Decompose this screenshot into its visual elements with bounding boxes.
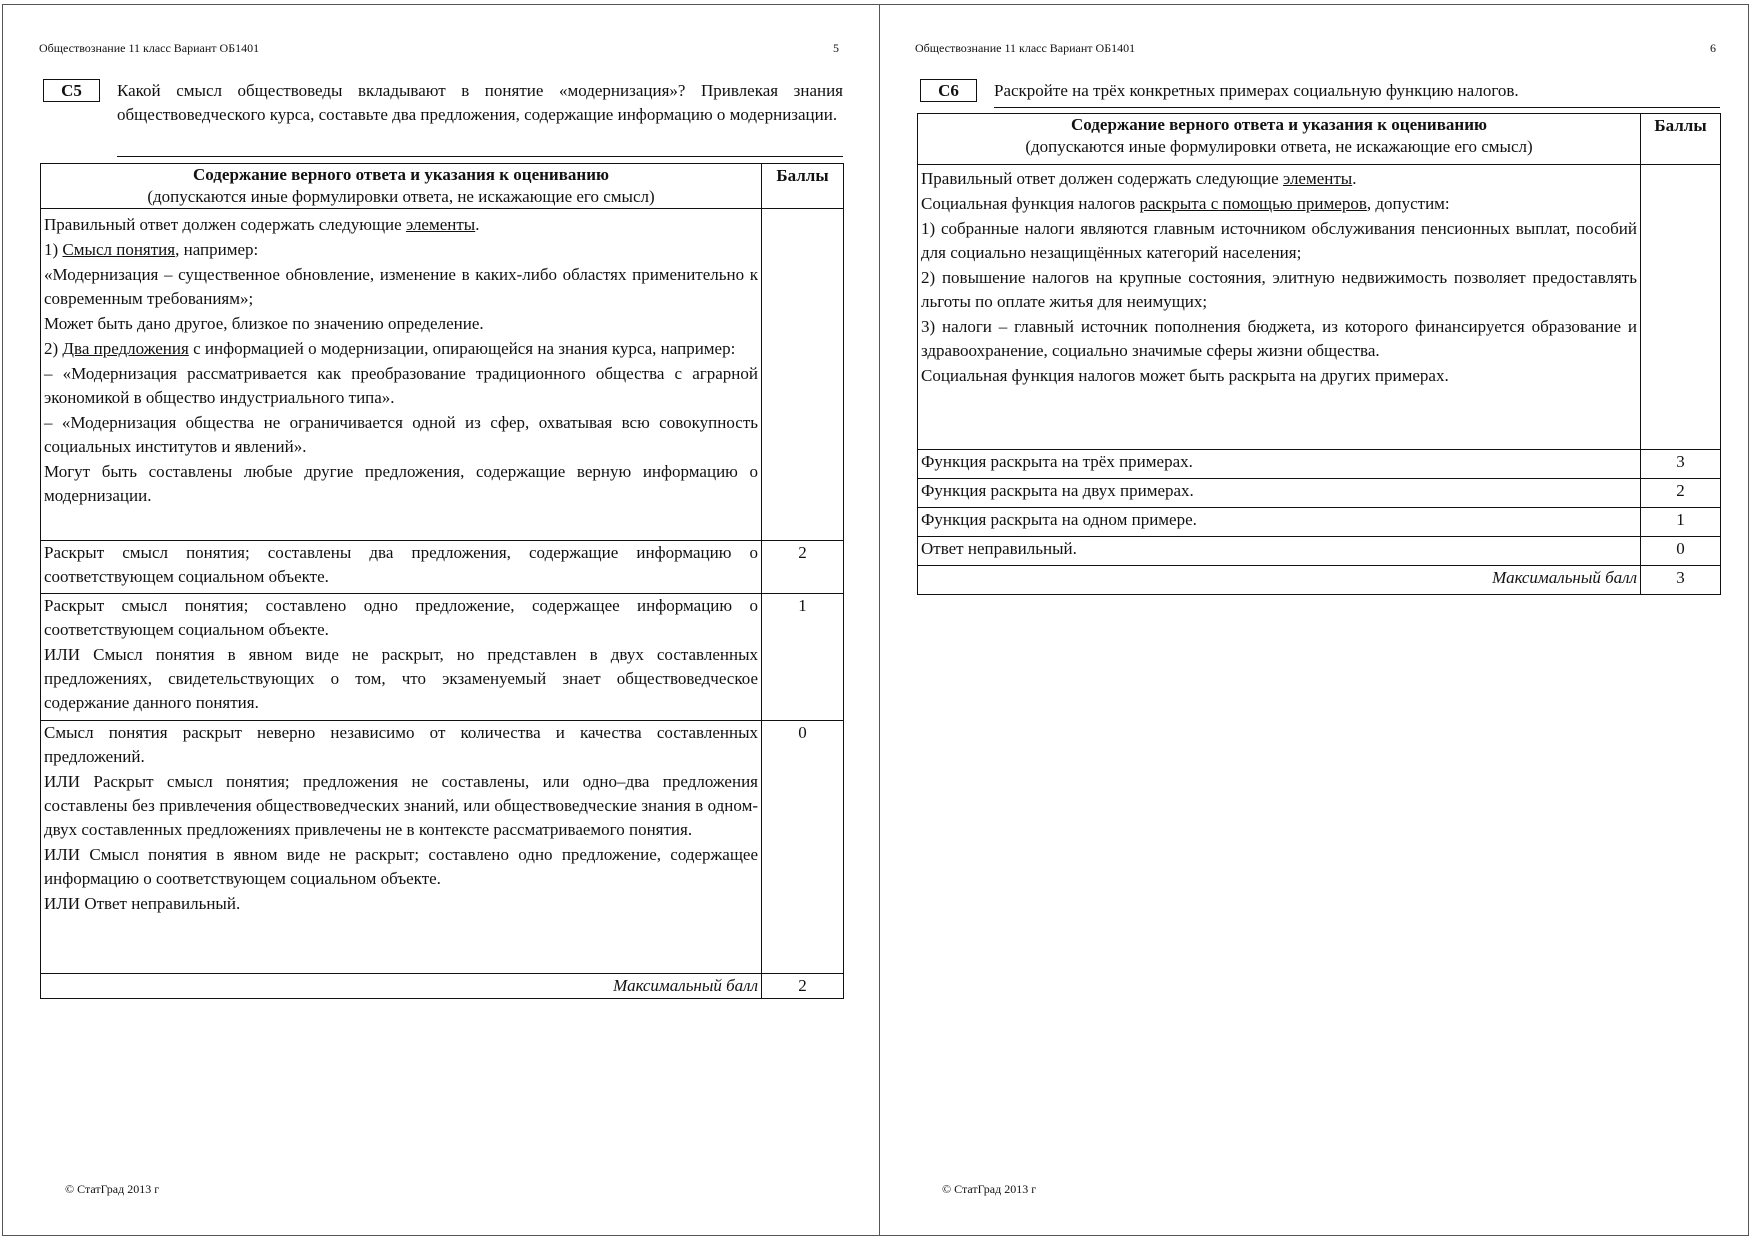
points-cell <box>1641 165 1721 450</box>
content-line: – «Модернизация общества не ограничивается одной из сфер, охватывая всю совокупность социальных институтов и явлений». <box>44 413 758 456</box>
right-page <box>880 5 1748 1235</box>
points-cell: 1 <box>1641 508 1721 537</box>
criteria-cell <box>41 594 762 721</box>
criteria-line: ИЛИ Смысл понятия в явном виде не раскрыт, но представлен в двух составленных предложениях, свидетельствующих о том, что экзаменуемый знает обществоведческое содержание данного понятия. <box>44 645 758 712</box>
max-score-label: Максимальный балл <box>41 974 762 999</box>
table-row-max <box>41 974 844 999</box>
scoring-table-c5 <box>40 163 844 999</box>
task-code-badge: С6 <box>920 79 977 102</box>
content-line: 3) налоги – главный источник пополнения бюджета, из которого финансируется образование и здравоохранение, социально значимые сферы жизни общества. <box>921 317 1637 360</box>
table-row-content <box>41 209 844 541</box>
content-line: 2) повышение налогов на крупные состояния, элитную недвижимость позволяет предоставлять льготы по оплате житья для неимущих; <box>921 268 1637 311</box>
max-score-label: Максимальный балл <box>918 566 1641 595</box>
table-header-row <box>41 164 844 209</box>
points-cell: 0 <box>762 721 844 974</box>
criteria-line: Смысл понятия раскрыт неверно независимо от количества и качества составленных предложений. <box>44 723 758 766</box>
footer-copyright: © СтатГрад 2013 г <box>65 1182 160 1196</box>
criteria-line: ИЛИ Раскрыт смысл понятия; предложения не составлены, или одно–два предложения составлены без привлечения обществоведческих знаний, или обществоведческие знания в одном-двух составленных предложениях привлечены не в контексте рассматриваемого понятия. <box>44 772 758 839</box>
header-subtitle: (допускаются иные формулировки ответа, не искажающие его смысл) <box>147 187 655 206</box>
criteria-line: ИЛИ Смысл понятия в явном виде не раскрыт; составлено одно предложение, содержащее информацию о соответствующем социальном объекте. <box>44 845 758 888</box>
header-title: Содержание верного ответа и указания к оцениванию <box>193 165 609 184</box>
table-row-score-1 <box>918 508 1721 537</box>
content-line: Социальная функция налогов раскрыта с помощью примеров, допустим: <box>921 194 1450 213</box>
task-question: Раскройте на трёх конкретных примерах социальную функцию налогов. <box>994 81 1519 100</box>
task-c6 <box>920 79 1720 103</box>
criteria-cell: Раскрыт смысл понятия; составлены два предложения, содержащие информацию о соответствующем социальном объекте. <box>41 541 762 594</box>
criteria-cell: Функция раскрыта на одном примере. <box>918 508 1641 537</box>
criteria-cell: Ответ неправильный. <box>918 537 1641 566</box>
criteria-line: ИЛИ Ответ неправильный. <box>44 894 241 913</box>
content-line: Правильный ответ должен содержать следующие элементы. <box>921 169 1357 188</box>
table-row-score-0 <box>41 721 844 974</box>
page-number: 5 <box>833 41 839 55</box>
points-cell: 2 <box>1641 479 1721 508</box>
header-content-cell <box>918 114 1641 165</box>
header-points: Баллы <box>762 164 844 209</box>
content-line: – «Модернизация рассматривается как преобразование традиционного общества с аграрной экономикой в общество индустриального типа». <box>44 364 758 407</box>
content-line: Социальная функция налогов может быть раскрыта на других примерах. <box>921 366 1449 385</box>
table-row-score-3 <box>918 450 1721 479</box>
page-spread <box>2 4 1749 1236</box>
criteria-cell: Функция раскрыта на двух примерах. <box>918 479 1641 508</box>
content-line: 1) Смысл понятия, например: <box>44 240 259 259</box>
header-points: Баллы <box>1641 114 1721 165</box>
header-content-cell <box>41 164 762 209</box>
content-line: Может быть дано другое, близкое по значению определение. <box>44 314 484 333</box>
content-line: 1) собранные налоги являются главным источником обслуживания пенсионных выплат, пособий для социально незащищённых категорий населения; <box>921 219 1637 262</box>
table-row-content <box>918 165 1721 450</box>
question-underline <box>117 156 843 157</box>
criteria-cell <box>41 721 762 974</box>
table-row-score-0 <box>918 537 1721 566</box>
answer-content-cell <box>918 165 1641 450</box>
header-subtitle: (допускаются иные формулировки ответа, не искажающие его смысл) <box>1025 137 1533 156</box>
task-question: Какой смысл обществоведы вкладывают в понятие «модернизация»? Привлекая знания обществоведческого курса, составьте два предложения, содержащие информацию о модернизации. <box>117 81 843 124</box>
content-line: «Модернизация – существенное обновление, изменение в каких-либо областях применительно к современным требованиям»; <box>44 265 758 308</box>
points-cell: 1 <box>762 594 844 721</box>
content-line: Правильный ответ должен содержать следующие элементы. <box>44 215 480 234</box>
left-page <box>3 5 879 1235</box>
criteria-cell: Функция раскрыта на трёх примерах. <box>918 450 1641 479</box>
max-score-value: 2 <box>762 974 844 999</box>
footer-copyright: © СтатГрад 2013 г <box>942 1182 1037 1196</box>
header-title: Содержание верного ответа и указания к оцениванию <box>1071 115 1487 134</box>
table-row-max <box>918 566 1721 595</box>
max-score-value: 3 <box>1641 566 1721 595</box>
points-cell: 2 <box>762 541 844 594</box>
points-cell <box>762 209 844 541</box>
table-row-score-2 <box>41 541 844 594</box>
table-header-row <box>918 114 1721 165</box>
question-underline <box>994 107 1720 108</box>
page-number: 6 <box>1710 41 1716 55</box>
content-line: Могут быть составлены любые другие предложения, содержащие верную информацию о модернизации. <box>44 462 758 505</box>
content-line: 2) Два предложения с информацией о модернизации, опирающейся на знания курса, например: <box>44 339 736 358</box>
answer-content-cell <box>41 209 762 541</box>
running-header: Обществознание 11 класс Вариант ОБ1401 <box>39 41 260 55</box>
table-row-score-2 <box>918 479 1721 508</box>
task-c5 <box>43 79 843 127</box>
task-code-badge: С5 <box>43 79 100 102</box>
scoring-table-c6 <box>917 113 1721 595</box>
criteria-line: Раскрыт смысл понятия; составлено одно предложение, содержащее информацию о соответствующем социальном объекте. <box>44 596 758 639</box>
running-header: Обществознание 11 класс Вариант ОБ1401 <box>915 41 1136 55</box>
points-cell: 3 <box>1641 450 1721 479</box>
table-row-score-1 <box>41 594 844 721</box>
points-cell: 0 <box>1641 537 1721 566</box>
